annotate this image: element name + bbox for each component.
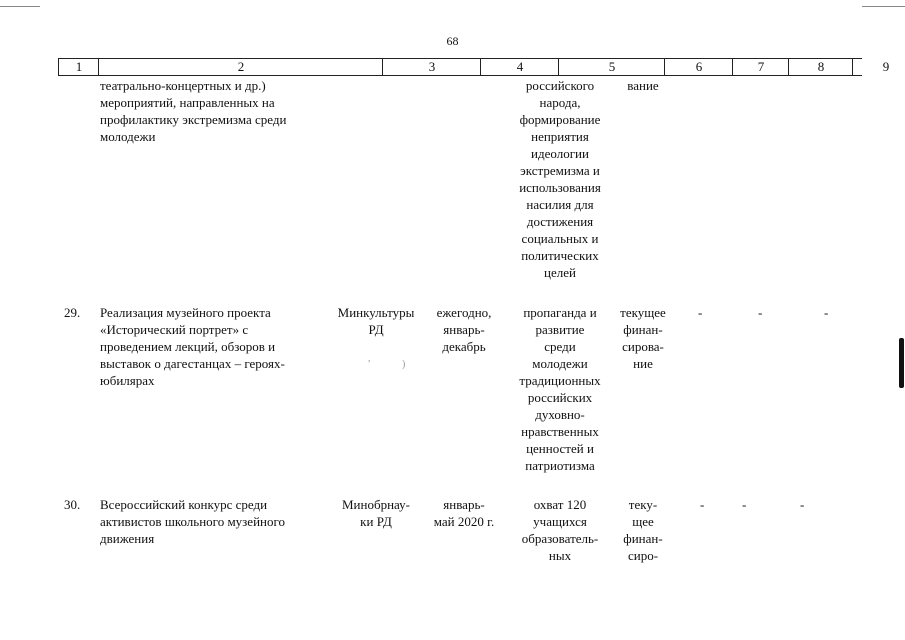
header-col-9: 9 <box>852 59 905 75</box>
row-30-outcome: охват 120 учащихся образователь- ных <box>521 497 599 563</box>
header-col-8: 8 <box>788 59 853 75</box>
header-col-1: 1 <box>58 59 99 75</box>
row-29-col9: - <box>824 305 829 320</box>
scan-edge-right <box>862 6 905 7</box>
header-col-5: 5 <box>558 59 665 75</box>
row-29-description: Реализация музейного проекта «Исторический портрет» с проведением лекций, обзоров и выставок о дагестанцах – героях- юбилярах <box>100 305 285 388</box>
row-30-executor: Минобрнау- ки РД <box>342 497 410 529</box>
row-29-col8: - <box>758 305 763 320</box>
row-29-number: 29. <box>64 305 81 320</box>
row-29-executor: Минкультуры РД <box>337 305 415 337</box>
row-30-number: 30. <box>64 497 81 512</box>
row-30-col8: - <box>742 497 747 512</box>
scan-speck: ) <box>402 359 406 370</box>
continuation-outcome: российского народа, формирование неприятия идеологии экстремизма и использования насилия для достижения социальных и политических целей <box>519 78 601 280</box>
row-29-funding: текущее финан- сирова- ние <box>620 305 666 371</box>
row-29-deadline: ежегодно, январь- декабрь <box>436 305 492 354</box>
row-30-funding: теку- щее финан- сиро- <box>623 497 663 563</box>
scan-artifact <box>899 338 904 388</box>
row-30-description: Всероссийский конкурс среди активистов школьного музейного движения <box>100 497 285 546</box>
row-29-outcome: пропаганда и развитие среди молодежи традиционных российских духовно- нравственных ценностей и патриотизма <box>519 305 601 473</box>
header-col-3: 3 <box>382 59 481 75</box>
header-col-4: 4 <box>480 59 559 75</box>
continuation-funding: вание <box>627 78 659 93</box>
header-col-7: 7 <box>732 59 789 75</box>
page-number: 68 <box>446 34 459 48</box>
row-30-col7: - <box>700 497 705 512</box>
scan-speck: , <box>368 353 371 364</box>
header-col-2: 2 <box>98 59 383 75</box>
row-30-col9: - <box>800 497 805 512</box>
continuation-description: театрально-концертных и др.) мероприятий, направленных на профилактику экстремизма среди молодежи <box>100 78 287 144</box>
row-30-deadline: январь- май 2020 г. <box>433 497 495 529</box>
row-29-col7: - <box>698 305 703 320</box>
scan-edge-left <box>0 6 40 7</box>
table-header-row <box>58 58 890 76</box>
header-col-6: 6 <box>664 59 733 75</box>
